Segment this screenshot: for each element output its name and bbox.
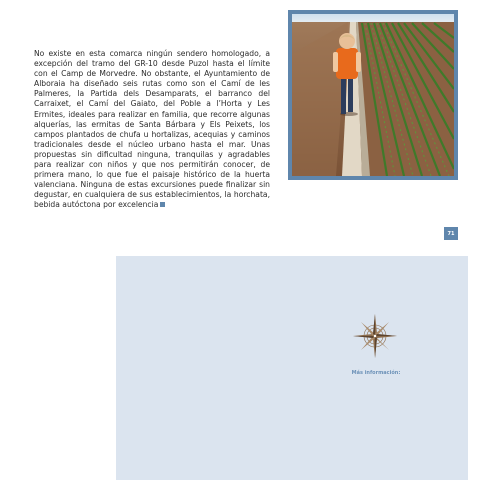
photo-child-on-field-path	[288, 10, 458, 180]
compass-rose-icon	[352, 313, 398, 359]
body-text	[34, 49, 270, 211]
more-info-label: Más información:	[351, 370, 401, 376]
photo-image	[292, 14, 454, 176]
body-text-content: No existe en esta comarca ningún sendero homologado, a excepción del tramo del GR-10 desde Puzol hasta el límite con el Camp de Morvedre. No obstante, el Ayuntamiento de Alboraia ha diseñado seis rutas como son el Camí de les Palmeres, la Partida dels Desamparats, el barranco del Carraixet, el Camí del Gaiato, del Poble a l’Horta y Les Ermites, ideales para realizar en familia, que recorre algunas alquerías, las ermitas de Santa Bárbara y Els Peixets, los campos plantados de chufa u hortalizas, acequias y caminos tradicionales desde el núcleo urbano hasta el mar. Unas propuestas sin dificultad ninguna, tranquilas y agradables para realizar con niños y que nos permitirán conocer, de primera mano, lo que fue el paisaje histórico de la huerta valenciana. Ninguna de estas excursiones puede finalizar sin degustar, en cualquiera de sus establecimientos, la horchata, bebida autóctona por excelencia	[34, 49, 270, 210]
page-number-badge: 71	[444, 227, 458, 240]
end-marker-icon	[160, 202, 165, 207]
info-panel	[116, 256, 468, 480]
